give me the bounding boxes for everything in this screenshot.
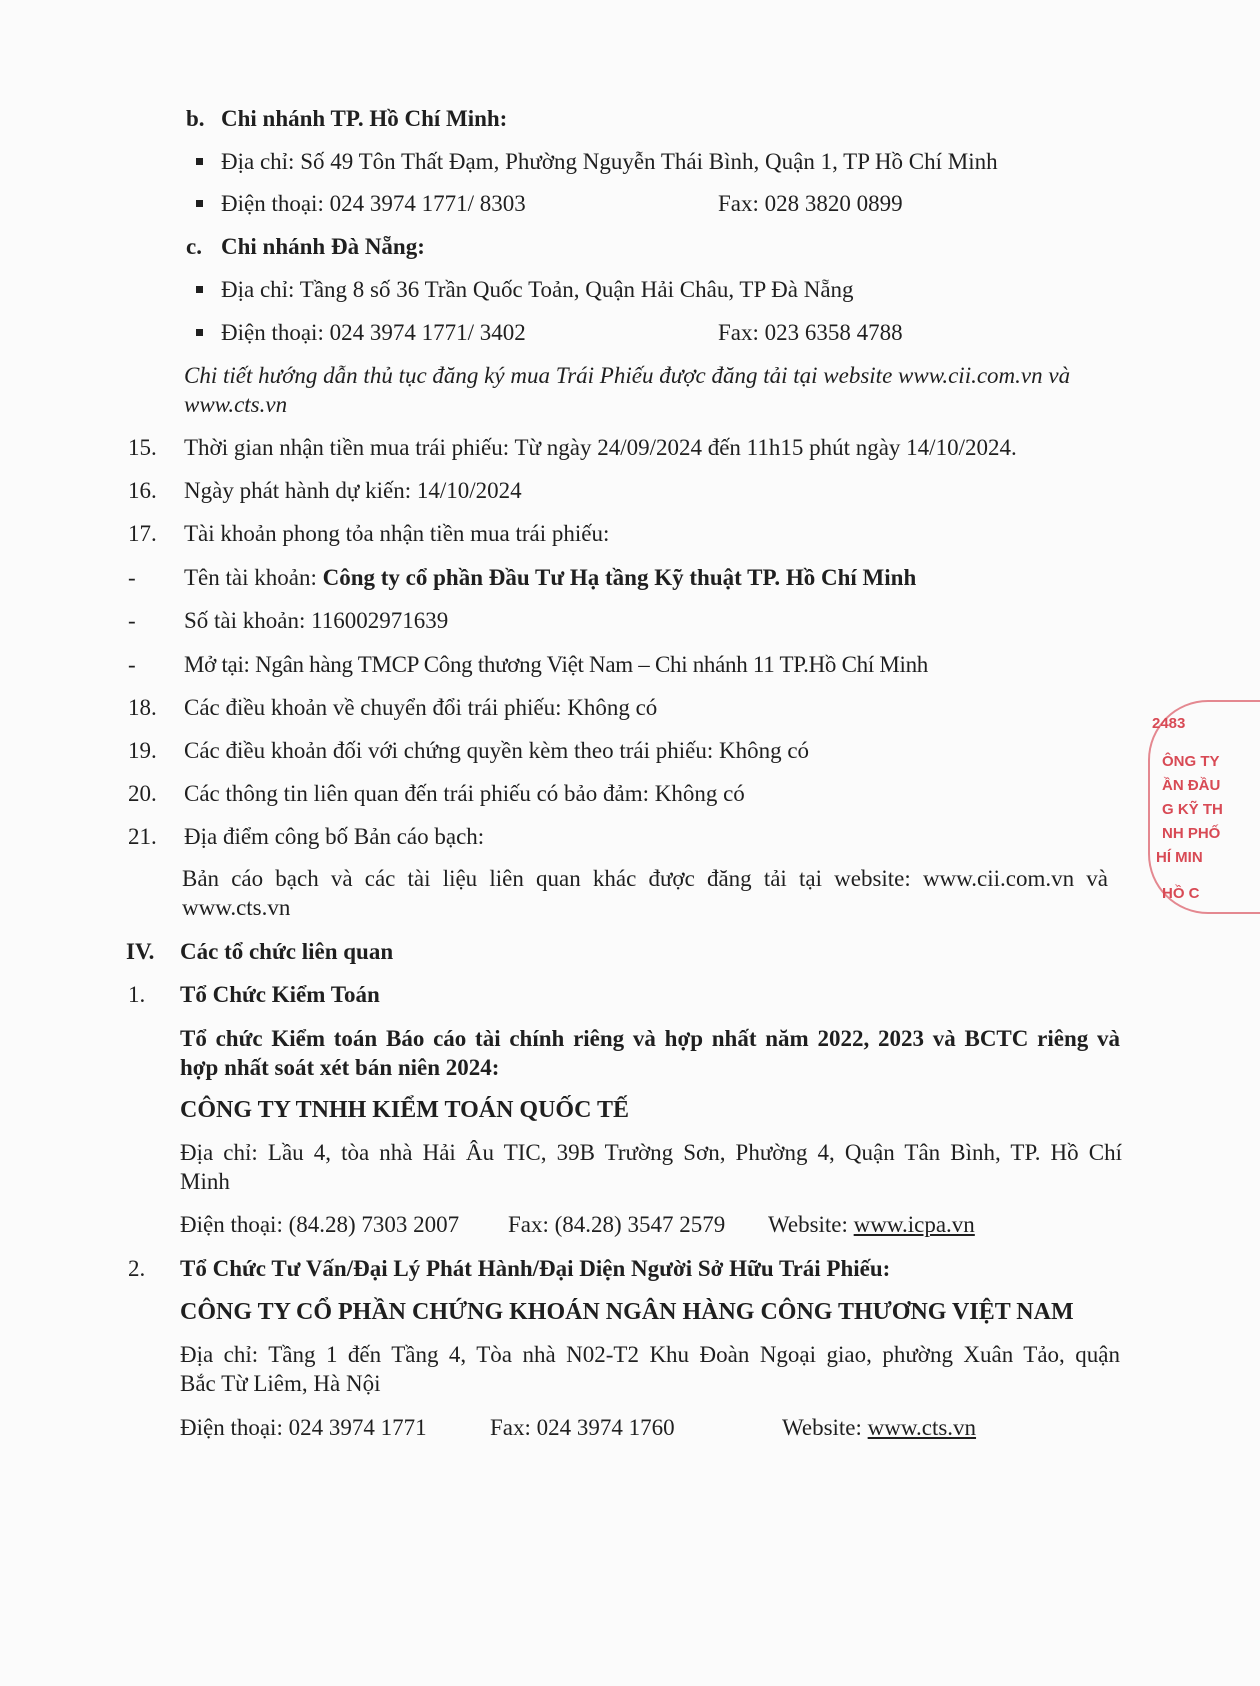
stamp-text-7: HỒ C (1162, 885, 1200, 902)
org-1-address-line1: Địa chỉ: Lầu 4, tòa nhà Hải Âu TIC, 39B Trường Sơn, Phường 4, Quận Tân Bình, TP. Hồ Chí (180, 1140, 1122, 1165)
org-1-name: CÔNG TY TNHH KIỂM TOÁN QUỐC TẾ (180, 1097, 629, 1123)
org-1-address-line2: Minh (180, 1169, 230, 1194)
branch-danang-label: c. (186, 234, 202, 259)
item-16-number: 16. (128, 478, 157, 503)
org-2-website-label: Website: (782, 1415, 868, 1440)
branch-danang-title: Chi nhánh Đà Nẵng: (221, 234, 425, 259)
item-19-number: 19. (128, 738, 157, 763)
branch-hcm-title: Chi nhánh TP. Hồ Chí Minh: (221, 106, 508, 131)
item-17-text: Tài khoản phong tỏa nhận tiền mua trái phiếu: (184, 521, 610, 546)
branch-hcm-fax: Fax: 028 3820 0899 (718, 191, 903, 216)
item-16-text: Ngày phát hành dự kiến: 14/10/2024 (184, 478, 522, 503)
org-2-address-line1: Địa chỉ: Tầng 1 đến Tầng 4, Tòa nhà N02-T2 Khu Đoàn Ngoại giao, phường Xuân Tảo, quận (180, 1342, 1120, 1367)
bullet-icon (196, 200, 203, 207)
stamp-text-2: ÔNG TY (1162, 753, 1220, 770)
org-2-address-line2: Bắc Từ Liêm, Hà Nội (180, 1371, 381, 1396)
org-2-fax: Fax: 024 3974 1760 (490, 1415, 675, 1440)
item-20-number: 20. (128, 781, 157, 806)
stamp-text-3: ẦN ĐẦU (1162, 777, 1221, 794)
item-21-description-line1: Bản cáo bạch và các tài liệu liên quan khác được đăng tải tại website: www.cii.com.vn và (182, 866, 1108, 891)
org-1-subtitle-line2: hợp nhất soát xét bán niên 2024: (180, 1055, 500, 1080)
org-2-number: 2. (128, 1256, 146, 1281)
stamp-text-4: G KỸ TH (1162, 801, 1223, 818)
item-15-text: Thời gian nhận tiền mua trái phiếu: Từ ngày 24/09/2024 đến 11h15 phút ngày 14/10/2024. (184, 435, 1017, 460)
registration-note-line1: Chi tiết hướng dẫn thủ tục đăng ký mua Trái Phiếu được đăng tải tại website www.cii.com.vn và (184, 363, 1071, 388)
item-17-number: 17. (128, 521, 157, 546)
item-18-text: Các điều khoản về chuyển đổi trái phiếu: Không có (184, 695, 658, 720)
item-20-text: Các thông tin liên quan đến trái phiếu có bảo đảm: Không có (184, 781, 745, 806)
dash: - (128, 565, 136, 590)
account-number: Số tài khoản: 116002971639 (184, 608, 449, 633)
branch-danang-address: Địa chỉ: Tầng 8 số 36 Trần Quốc Toản, Quận Hải Châu, TP Đà Nẵng (221, 277, 854, 302)
dash: - (128, 652, 136, 677)
org-1-title: Tổ Chức Kiểm Toán (180, 982, 380, 1007)
registration-note-line2: www.cts.vn (184, 392, 288, 417)
bullet-icon (196, 329, 203, 336)
account-name (184, 563, 916, 593)
org-1-fax: Fax: (84.28) 3547 2579 (508, 1212, 726, 1237)
org-1-subtitle-line1: Tổ chức Kiểm toán Báo cáo tài chính riêng và hợp nhất năm 2022, 2023 và BCTC riêng và (180, 1026, 1120, 1051)
branch-danang-phone: Điện thoại: 024 3974 1771/ 3402 (221, 320, 526, 345)
stamp-text-1: 2483 (1152, 715, 1186, 732)
org-1-website-label: Website: (768, 1212, 854, 1237)
stamp-text-6: HÍ MIN (1156, 849, 1203, 866)
branch-hcm-label: b. (186, 106, 205, 131)
bullet-icon (196, 286, 203, 293)
section-4-number: IV. (126, 939, 155, 964)
account-bank: Mở tại: Ngân hàng TMCP Công thương Việt Nam – Chi nhánh 11 TP.Hồ Chí Minh (184, 652, 928, 677)
branch-hcm-address: Địa chỉ: Số 49 Tôn Thất Đạm, Phường Nguyễn Thái Bình, Quận 1, TP Hồ Chí Minh (221, 149, 998, 174)
org-1-number: 1. (128, 982, 146, 1007)
org-1-website-link[interactable]: www.icpa.vn (853, 1212, 975, 1237)
branch-hcm-phone: Điện thoại: 024 3974 1771/ 8303 (221, 191, 526, 216)
branch-danang-fax: Fax: 023 6358 4788 (718, 320, 903, 345)
org-2-name: CÔNG TY CỔ PHẦN CHỨNG KHOÁN NGÂN HÀNG CÔNG THƯƠNG VIỆT NAM (180, 1299, 1074, 1325)
company-stamp (1140, 700, 1230, 930)
item-21-text: Địa điểm công bố Bản cáo bạch: (184, 824, 485, 849)
account-name-label: Tên tài khoản: (184, 565, 323, 590)
org-1-website-row (768, 1210, 975, 1240)
org-2-phone: Điện thoại: 024 3974 1771 (180, 1415, 427, 1440)
org-2-title: Tổ Chức Tư Vấn/Đại Lý Phát Hành/Đại Diện Người Sở Hữu Trái Phiếu: (180, 1256, 891, 1281)
item-19-text: Các điều khoản đối với chứng quyền kèm theo trái phiếu: Không có (184, 738, 810, 763)
bullet-icon (196, 158, 203, 165)
dash: - (128, 608, 136, 633)
org-2-website-row (782, 1413, 976, 1443)
org-2-website-link[interactable]: www.cts.vn (867, 1415, 977, 1440)
item-18-number: 18. (128, 695, 157, 720)
item-21-description-line2: www.cts.vn (182, 895, 291, 920)
account-name-value: Công ty cổ phần Đầu Tư Hạ tầng Kỹ thuật TP. Hồ Chí Minh (322, 565, 917, 590)
org-1-phone: Điện thoại: (84.28) 7303 2007 (180, 1212, 460, 1237)
item-21-number: 21. (128, 824, 157, 849)
item-15-number: 15. (128, 435, 157, 460)
stamp-text-5: NH PHỐ (1162, 825, 1221, 842)
section-4-title: Các tổ chức liên quan (180, 939, 394, 964)
